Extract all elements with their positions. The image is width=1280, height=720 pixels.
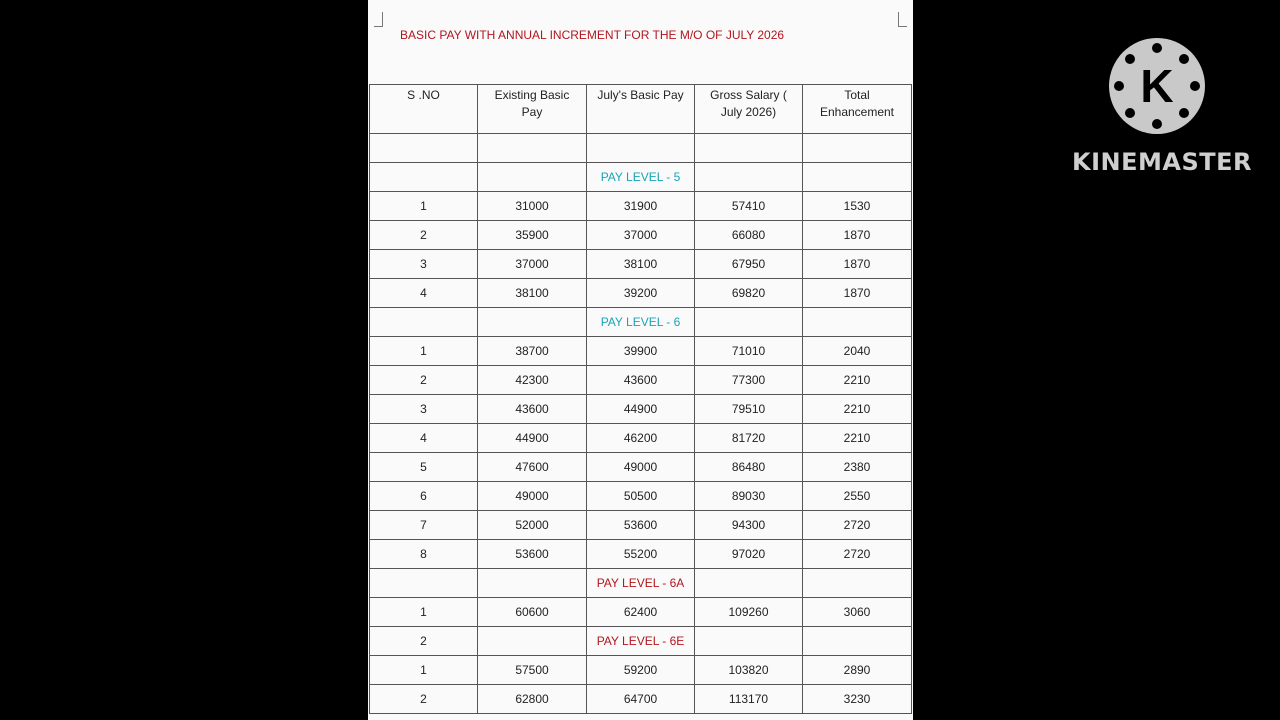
sno-cell: 5	[370, 453, 478, 482]
table-row	[370, 221, 912, 250]
pay-level-row	[370, 569, 912, 598]
table-header-row	[370, 85, 912, 134]
july-basic-pay-cell: 37000	[587, 221, 695, 250]
july-basic-pay-cell: 64700	[587, 685, 695, 714]
crop-mark	[374, 12, 383, 27]
sno-cell: 1	[370, 656, 478, 685]
sno-cell: 1	[370, 192, 478, 221]
gross-salary-cell: 109260	[695, 598, 803, 627]
crop-mark	[898, 12, 907, 27]
sno-cell: 1	[370, 337, 478, 366]
table-row	[370, 250, 912, 279]
total-enhancement-cell: 1870	[803, 221, 912, 250]
table-cell	[370, 569, 478, 598]
july-basic-pay-cell: 53600	[587, 511, 695, 540]
sno-cell: 6	[370, 482, 478, 511]
gross-salary-cell: 57410	[695, 192, 803, 221]
pay-table	[369, 84, 912, 714]
existing-basic-pay-cell: 38700	[478, 337, 587, 366]
table-cell	[803, 163, 912, 192]
pay-level-label: PAY LEVEL - 6E	[587, 627, 695, 656]
july-basic-pay-cell: 62400	[587, 598, 695, 627]
gross-salary-cell: 66080	[695, 221, 803, 250]
gross-salary-cell: 113170	[695, 685, 803, 714]
blank-row	[370, 134, 912, 163]
pay-level-label: PAY LEVEL - 6A	[587, 569, 695, 598]
gross-salary-cell: 86480	[695, 453, 803, 482]
total-enhancement-cell: 2720	[803, 511, 912, 540]
kinemaster-watermark	[1072, 38, 1252, 176]
pay-level-label: PAY LEVEL - 5	[587, 163, 695, 192]
table-cell	[478, 308, 587, 337]
existing-basic-pay-cell: 49000	[478, 482, 587, 511]
july-basic-pay-cell: 43600	[587, 366, 695, 395]
existing-basic-pay-cell: 60600	[478, 598, 587, 627]
july-basic-pay-cell: 55200	[587, 540, 695, 569]
existing-basic-pay-cell: 31000	[478, 192, 587, 221]
sno-cell: 2	[370, 627, 478, 656]
table-cell	[370, 134, 478, 163]
existing-basic-pay-cell: 44900	[478, 424, 587, 453]
total-enhancement-cell: 2210	[803, 395, 912, 424]
existing-basic-pay-cell: 53600	[478, 540, 587, 569]
table-row	[370, 453, 912, 482]
gross-salary-cell: 94300	[695, 511, 803, 540]
total-enhancement-cell: 1870	[803, 279, 912, 308]
table-cell	[478, 134, 587, 163]
table-cell	[478, 163, 587, 192]
table-cell	[803, 569, 912, 598]
sno-cell: 3	[370, 250, 478, 279]
pay-level-row	[370, 308, 912, 337]
july-basic-pay-cell: 59200	[587, 656, 695, 685]
gross-salary-cell: 89030	[695, 482, 803, 511]
sno-cell: 8	[370, 540, 478, 569]
table-cell	[695, 627, 803, 656]
table-row	[370, 540, 912, 569]
existing-basic-pay-cell: 38100	[478, 279, 587, 308]
total-enhancement-cell: 2380	[803, 453, 912, 482]
document-title: BASIC PAY WITH ANNUAL INCREMENT FOR THE M/O OF JULY 2026	[400, 28, 785, 42]
sno-cell: 3	[370, 395, 478, 424]
existing-basic-pay-cell: 37000	[478, 250, 587, 279]
header-existing-basic-pay: Existing Basic Pay	[478, 85, 587, 134]
july-basic-pay-cell: 31900	[587, 192, 695, 221]
table-row	[370, 366, 912, 395]
header-total-enhancement: Total Enhancement	[803, 85, 912, 134]
table-row	[370, 482, 912, 511]
existing-basic-pay-cell: 57500	[478, 656, 587, 685]
sno-cell: 1	[370, 598, 478, 627]
gross-salary-cell: 81720	[695, 424, 803, 453]
total-enhancement-cell: 3060	[803, 598, 912, 627]
existing-basic-pay-cell: 52000	[478, 511, 587, 540]
pay-level-row	[370, 627, 912, 656]
header-gross-salary: Gross Salary ( July 2026)	[695, 85, 803, 134]
table-row	[370, 685, 912, 714]
total-enhancement-cell: 2890	[803, 656, 912, 685]
table-cell	[370, 163, 478, 192]
sno-cell: 2	[370, 685, 478, 714]
table-cell	[695, 308, 803, 337]
table-cell	[803, 627, 912, 656]
existing-basic-pay-cell: 35900	[478, 221, 587, 250]
header-sno: S .NO	[370, 85, 478, 134]
existing-basic-pay-cell: 42300	[478, 366, 587, 395]
gross-salary-cell: 69820	[695, 279, 803, 308]
kinemaster-label: KINEMASTER	[1072, 148, 1252, 176]
sno-cell: 4	[370, 424, 478, 453]
july-basic-pay-cell: 39200	[587, 279, 695, 308]
pay-level-label: PAY LEVEL - 6	[587, 308, 695, 337]
table-row	[370, 598, 912, 627]
document-page	[368, 0, 913, 720]
table-cell	[695, 163, 803, 192]
table-cell	[695, 134, 803, 163]
table-cell	[695, 569, 803, 598]
table-row	[370, 656, 912, 685]
total-enhancement-cell: 3230	[803, 685, 912, 714]
table-cell	[587, 134, 695, 163]
july-basic-pay-cell: 44900	[587, 395, 695, 424]
kinemaster-logo-icon: K	[1109, 38, 1205, 134]
table-cell	[370, 308, 478, 337]
total-enhancement-cell: 2550	[803, 482, 912, 511]
gross-salary-cell: 77300	[695, 366, 803, 395]
july-basic-pay-cell: 38100	[587, 250, 695, 279]
table-row	[370, 337, 912, 366]
table-cell	[478, 569, 587, 598]
july-basic-pay-cell: 39900	[587, 337, 695, 366]
total-enhancement-cell: 1870	[803, 250, 912, 279]
table-body	[370, 134, 912, 714]
table-cell	[803, 308, 912, 337]
table-row	[370, 395, 912, 424]
sno-cell: 7	[370, 511, 478, 540]
table-row	[370, 192, 912, 221]
existing-basic-pay-cell: 43600	[478, 395, 587, 424]
table-cell	[803, 134, 912, 163]
header-july-basic-pay: July's Basic Pay	[587, 85, 695, 134]
total-enhancement-cell: 2040	[803, 337, 912, 366]
table-row	[370, 511, 912, 540]
existing-basic-pay-cell: 62800	[478, 685, 587, 714]
gross-salary-cell: 103820	[695, 656, 803, 685]
gross-salary-cell: 79510	[695, 395, 803, 424]
existing-basic-pay-cell: 47600	[478, 453, 587, 482]
pay-level-row	[370, 163, 912, 192]
gross-salary-cell: 71010	[695, 337, 803, 366]
total-enhancement-cell: 2210	[803, 366, 912, 395]
table-cell	[478, 627, 587, 656]
table-row	[370, 424, 912, 453]
sno-cell: 2	[370, 366, 478, 395]
sno-cell: 2	[370, 221, 478, 250]
july-basic-pay-cell: 46200	[587, 424, 695, 453]
table-row	[370, 279, 912, 308]
july-basic-pay-cell: 50500	[587, 482, 695, 511]
sno-cell: 4	[370, 279, 478, 308]
total-enhancement-cell: 2720	[803, 540, 912, 569]
july-basic-pay-cell: 49000	[587, 453, 695, 482]
total-enhancement-cell: 1530	[803, 192, 912, 221]
total-enhancement-cell: 2210	[803, 424, 912, 453]
gross-salary-cell: 67950	[695, 250, 803, 279]
gross-salary-cell: 97020	[695, 540, 803, 569]
